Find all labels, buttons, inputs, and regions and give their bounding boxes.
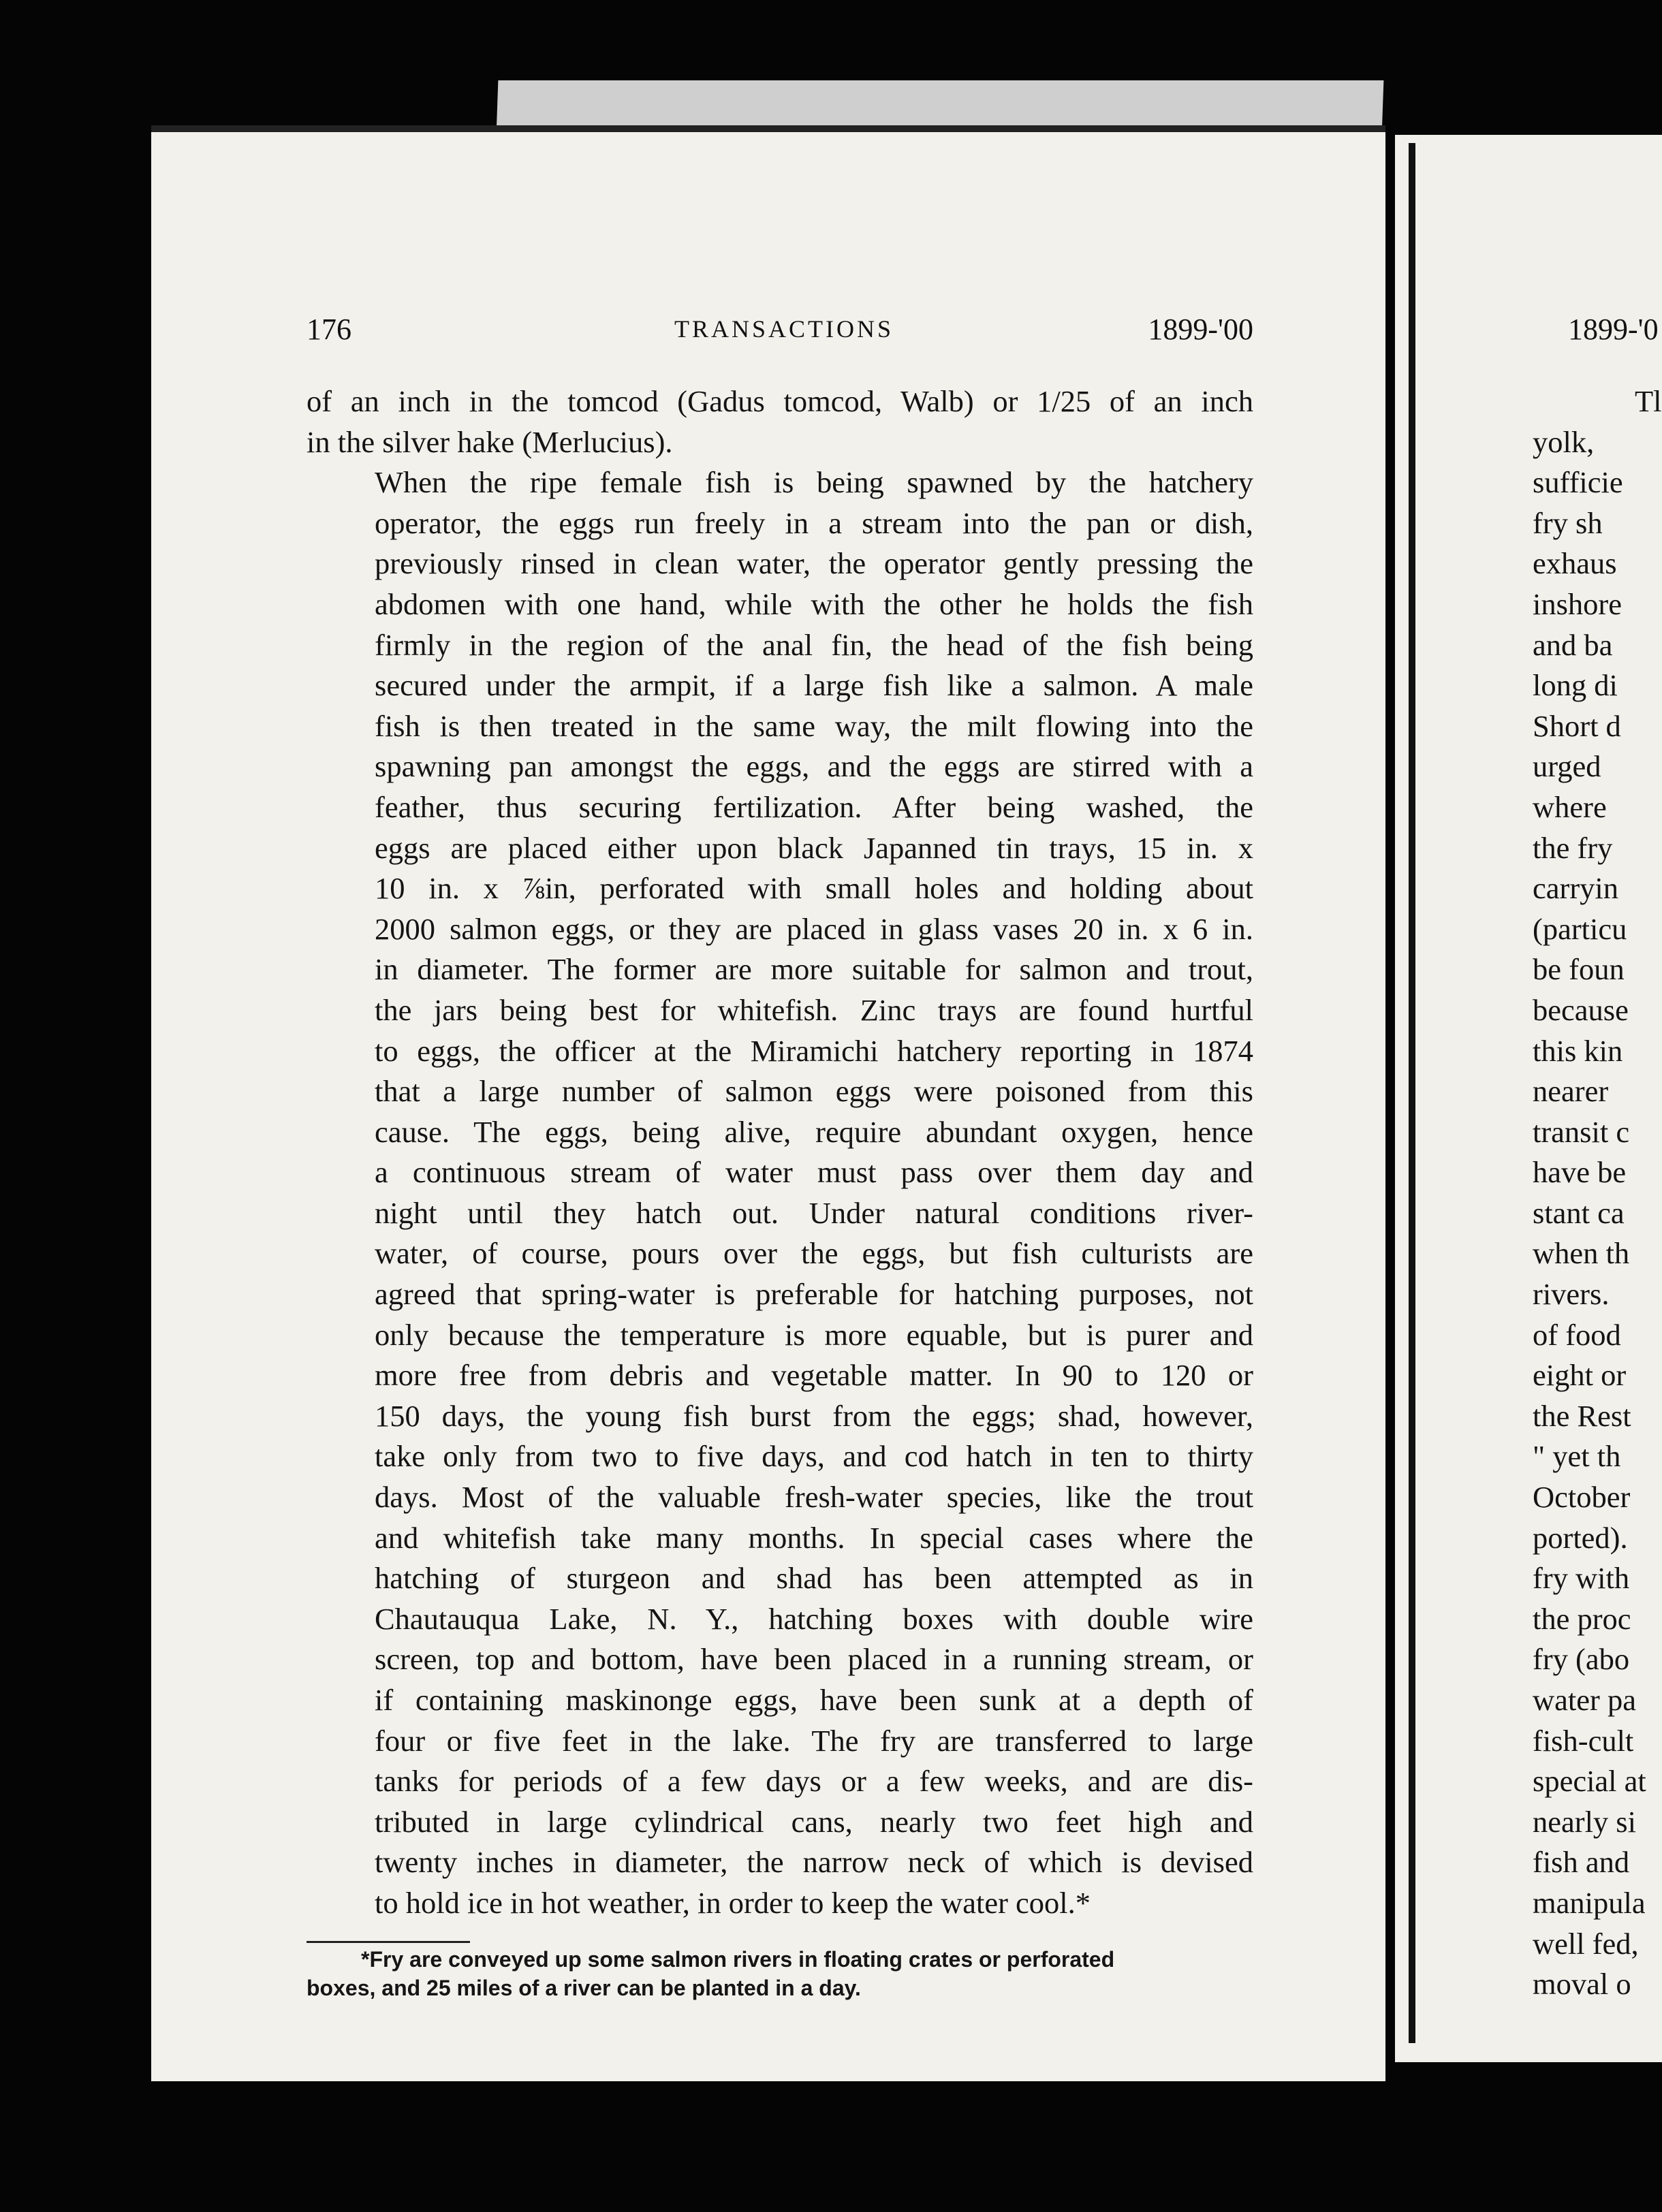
footnote [307, 1945, 1253, 2002]
text-line: more free from debris and vegetable matter. In 90 to 120 or [375, 1358, 1253, 1393]
right-text-line: this kin [1533, 1033, 1623, 1068]
text-line: water, of course, pours over the eggs, but fish culturists are [375, 1236, 1253, 1271]
text-line: the jars being best for whitefish. Zinc trays are found hurtful [375, 992, 1253, 1027]
right-text-line: inshore [1533, 586, 1622, 621]
text-line: take only from two to five days, and cod hatch in ten to thirty [375, 1439, 1253, 1474]
right-text-line: nearly si [1533, 1804, 1636, 1839]
page-number: 176 [307, 313, 351, 346]
right-text-line: and ba [1533, 627, 1613, 662]
right-text-line: of food [1533, 1317, 1621, 1352]
running-title: TRANSACTIONS [674, 315, 894, 343]
text-line: a continuous stream of water must pass over them day and [375, 1155, 1253, 1190]
right-text-line: October [1533, 1480, 1631, 1515]
paragraph-2 [307, 462, 1253, 1923]
right-text-line: ported). [1533, 1520, 1628, 1555]
right-text-line: have be [1533, 1155, 1627, 1190]
text-line: 10 in. x ⅞in, perforated with small holes and holding about [375, 871, 1253, 906]
text-line: firmly in the region of the anal fin, the head of the fish being [375, 627, 1253, 662]
right-text-line: stant ca [1533, 1195, 1625, 1230]
right-text-line: sufficie [1533, 465, 1623, 500]
right-text-line: rivers. [1533, 1277, 1610, 1312]
right-text-line: long di [1533, 668, 1618, 703]
text-line: secured under the armpit, if a large fish like a salmon. A male [375, 668, 1253, 703]
text-line: When the ripe female fish is being spawned by the hatchery [375, 465, 1253, 500]
right-text-line: where [1533, 789, 1607, 824]
text-line: that a large number of salmon eggs were poisoned from this [375, 1074, 1253, 1109]
right-text-line: exhaus [1533, 546, 1617, 581]
right-text-line: fry with [1533, 1561, 1630, 1596]
footnote-rule [307, 1941, 470, 1943]
right-page-text [1533, 381, 1662, 2005]
text-line: feather, thus securing fertilization. After being washed, the [375, 789, 1253, 824]
right-text-line: nearer [1533, 1074, 1609, 1109]
text-line: hatching of sturgeon and shad has been attempted as in [375, 1561, 1253, 1596]
text-line: four or five feet in the lake. The fry are transferred to large [375, 1723, 1253, 1758]
text-line: screen, top and bottom, have been placed in a running stream, or [375, 1642, 1253, 1677]
right-text-line: moval o [1533, 1967, 1631, 2002]
right-text-line: when th [1533, 1236, 1630, 1271]
right-text-line: special at [1533, 1764, 1646, 1799]
running-year: 1899-'00 [1148, 313, 1253, 346]
text-line: 150 days, the young fish burst from the eggs; shad, however, [375, 1398, 1253, 1433]
text-line: if containing maskinonge eggs, have been sunk at a depth of [375, 1683, 1253, 1717]
right-page-year: 1899-'0 [1568, 313, 1659, 346]
right-text-line: carryin [1533, 871, 1619, 906]
text-line: twenty inches in diameter, the narrow neck of which is devised [375, 1845, 1253, 1880]
right-text-line: yolk, [1533, 424, 1595, 459]
text-line: tributed in large cylindrical cans, nearly two feet high and [375, 1804, 1253, 1839]
right-text-line: fish-cult [1533, 1723, 1634, 1758]
right-text-line: eight or [1533, 1358, 1627, 1393]
text-line: cause. The eggs, being alive, require abundant oxygen, hence [375, 1114, 1253, 1149]
text-line: operator, the eggs run freely in a stream into the pan or dish, [375, 505, 1253, 540]
right-text-line: the fry [1533, 830, 1613, 865]
right-text-line: fry sh [1533, 505, 1603, 540]
text-line: previously rinsed in clean water, the operator gently pressing the [375, 546, 1253, 581]
text-line: and whitefish take many months. In special cases where the [375, 1520, 1253, 1555]
right-text-line: be foun [1533, 952, 1625, 987]
text-line: night until they hatch out. Under natural conditions river- [375, 1195, 1253, 1230]
right-text-line: manipula [1533, 1885, 1646, 1920]
text-line: Chautauqua Lake, N. Y., hatching boxes with double wire [375, 1601, 1253, 1636]
text-line: agreed that spring-water is preferable for hatching purposes, not [375, 1277, 1253, 1312]
paragraph-1 [307, 381, 1253, 462]
text-line: only because the temperature is more equable, but is purer and [375, 1317, 1253, 1352]
right-text-line: the proc [1533, 1601, 1631, 1636]
text-line: abdomen with one hand, while with the other he holds the fish [375, 586, 1253, 621]
right-text-line: well fed, [1533, 1926, 1639, 1961]
text-line: boxes, and 25 miles of a river can be planted in a day. [307, 1976, 861, 2000]
running-head [307, 312, 1253, 346]
text-line: *Fry are conveyed up some salmon rivers in floating crates or perforated [361, 1947, 1115, 1972]
right-text-line: the Rest [1533, 1398, 1631, 1433]
text-line: to eggs, the officer at the Miramichi hatchery reporting in 1874 [375, 1033, 1253, 1068]
text-line: to hold ice in hot weather, in order to keep the water cool.* [375, 1885, 1091, 1920]
text-line: eggs are placed either upon black Japanned tin trays, 15 in. x [375, 830, 1253, 865]
right-text-line: because [1533, 992, 1629, 1027]
right-text-line: Short d [1533, 708, 1621, 743]
text-line: in the silver hake (Merlucius). [307, 424, 673, 459]
text-line: 2000 salmon eggs, or they are placed in glass vases 20 in. x 6 in. [375, 911, 1253, 946]
text-line: tanks for periods of a few days or a few weeks, and are dis- [375, 1764, 1253, 1799]
right-text-line: fish and [1533, 1845, 1630, 1880]
text-line: days. Most of the valuable fresh-water species, like the trout [375, 1480, 1253, 1515]
body-text [307, 381, 1253, 1924]
text-line: fish is then treated in the same way, the milt flowing into the [375, 708, 1253, 743]
text-line: of an inch in the tomcod (Gadus tomcod, Walb) or 1/25 of an inch [307, 384, 1253, 418]
right-text-line: (particu [1533, 911, 1627, 946]
right-text-line: " yet th [1533, 1439, 1621, 1474]
right-text-line: transit c [1533, 1114, 1630, 1149]
right-text-line: water pa [1533, 1683, 1636, 1717]
right-text-line: Tl [1635, 384, 1662, 418]
text-line: in diameter. The former are more suitable for salmon and trout, [375, 952, 1253, 987]
page-gutter [1409, 143, 1415, 2043]
right-text-line: fry (abo [1533, 1642, 1630, 1677]
text-line: spawning pan amongst the eggs, and the eggs are stirred with a [375, 749, 1253, 784]
right-text-line: urged [1533, 749, 1601, 784]
